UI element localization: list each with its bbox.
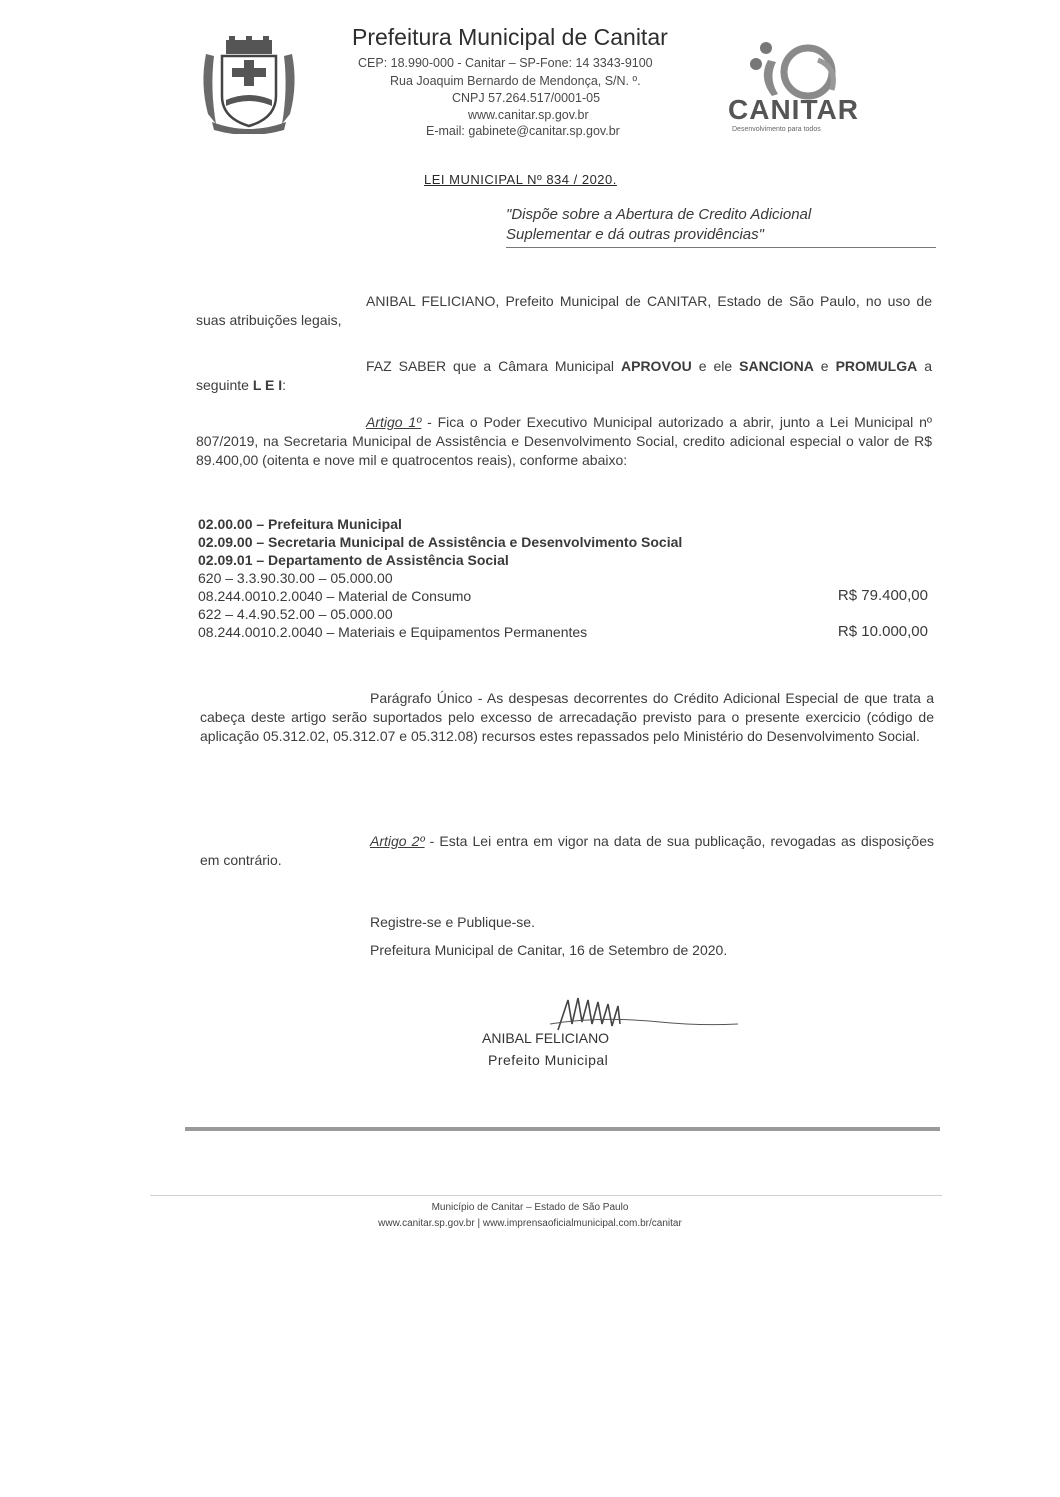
law-title: LEI MUNICIPAL Nº 834 / 2020. <box>424 172 617 187</box>
preamble-paragraph <box>196 292 932 330</box>
header-cnpj: CNPJ 57.264.517/0001-05 <box>452 91 601 105</box>
handwritten-signature <box>480 994 740 1034</box>
faz-saber-text-2: e ele <box>691 358 740 374</box>
faz-saber-text-4: a seguinte <box>196 358 932 393</box>
article-1-text: - Fica o Poder Executivo Municipal autorizado a abrir, junto a Lei Municipal nº 807/2019, na Secretaria Municipal de Assistência e Desenvolvimento Social, credito adicional especial o valor de R$ 89.400,00 (oitenta e nove mil e quatrocentos reais), conforme abaixo: <box>196 414 932 468</box>
faz-saber-end: : <box>282 377 287 393</box>
law-ementa <box>506 205 936 248</box>
budget-line-622: 622 – 4.4.90.52.00 – 05.000.00 <box>198 606 393 622</box>
budget-line-equipamentos: 08.244.0010.2.0040 – Materiais e Equipamentos Permanentes <box>198 624 588 640</box>
ementa-line-1: "Dispõe sobre a Abertura de Credito Adicional <box>506 206 812 223</box>
header-cep-phone: CEP: 18.990-000 - Canitar – SP-Fone: 14 3343-9100 <box>358 56 653 70</box>
header-email: E-mail: gabinete@canitar.sp.gov.br <box>426 124 620 138</box>
budget-line-prefeitura: 02.00.00 – Prefeitura Municipal <box>198 516 402 532</box>
prefeitura-title: Prefeitura Municipal de Canitar <box>352 24 668 50</box>
article-1-paragraph <box>196 413 932 470</box>
faz-saber-text-3: e <box>813 358 836 374</box>
budget-line-departamento: 02.09.01 – Departamento de Assistência Social <box>198 552 509 568</box>
footer-websites: www.canitar.sp.gov.br | www.imprensaoficialmunicipal.com.br/canitar <box>378 1218 682 1229</box>
canitar-logo <box>728 38 878 138</box>
faz-saber-paragraph <box>196 357 932 395</box>
footer-divider <box>150 1195 942 1196</box>
aprovou-word: APROVOU <box>621 358 692 374</box>
budget-line-620: 620 – 3.3.90.30.00 – 05.000.00 <box>198 570 393 586</box>
logo-figure-icon <box>728 38 878 100</box>
preamble-text: , Prefeito Municipal de CANITAR, Estado de São Paulo, no uso de suas atribuições legais, <box>196 293 932 328</box>
header-address: Rua Joaquim Bernardo de Mendonça, S/N. º. <box>390 74 641 88</box>
budget-row-material-consumo <box>198 587 928 605</box>
article-1-label: Artigo 1º <box>366 414 422 430</box>
header-website: www.canitar.sp.gov.br <box>468 108 589 122</box>
signature-role: Prefeito Municipal <box>488 1052 609 1068</box>
signature-name: ANIBAL FELICIANO <box>482 1030 610 1046</box>
article-2-paragraph <box>200 832 934 870</box>
paragrafo-unico: Parágrafo Único - As despesas decorrentes do Crédito Adicional Especial de que trata a cabeça deste artigo serão suportados pelo excesso de arrecadação previsto para o presente exercicio (código de aplicação 05.312.02, 05.312.07 e 05.312.08) recursos estes repassados pelo Ministério do Desenvolvimento Social. <box>200 690 934 744</box>
registre-publique: Registre-se e Publique-se. <box>370 914 535 930</box>
article-2-text: - Esta Lei entra em vigor na data de sua publicação, revogadas as disposições em contrário. <box>200 833 934 868</box>
divider-scan-line <box>185 1127 940 1131</box>
budget-line-secretaria: 02.09.00 – Secretaria Municipal de Assistência e Desenvolvimento Social <box>198 534 683 550</box>
budget-line-material-consumo: 08.244.0010.2.0040 – Material de Consumo <box>198 588 472 604</box>
article-2-label: Artigo 2º <box>370 833 425 849</box>
ementa-line-2: Suplementar e dá outras providências" <box>506 226 764 243</box>
budget-allocation <box>198 515 928 641</box>
amount-equipamentos: R$ 10.000,00 <box>837 623 928 640</box>
budget-row-equipamentos <box>198 623 928 641</box>
footer-municipality: Município de Canitar – Estado de São Paulo <box>431 1202 629 1213</box>
mayor-name: ANIBAL FELICIANO <box>366 293 496 309</box>
amount-material-consumo: R$ 79.400,00 <box>837 587 928 604</box>
municipal-coat-of-arms <box>196 34 302 134</box>
logo-wordmark: CANITAR <box>728 94 859 125</box>
date-line: Prefeitura Municipal de Canitar, 16 de Setembro de 2020. <box>370 942 728 958</box>
promulga-word: PROMULGA <box>835 358 918 374</box>
faz-saber-text: FAZ SABER que a Câmara Municipal <box>366 358 621 374</box>
sanciona-word: SANCIONA <box>739 358 814 374</box>
lei-word: L E I <box>252 377 283 393</box>
logo-tagline: Desenvolvimento para todos <box>732 126 821 133</box>
